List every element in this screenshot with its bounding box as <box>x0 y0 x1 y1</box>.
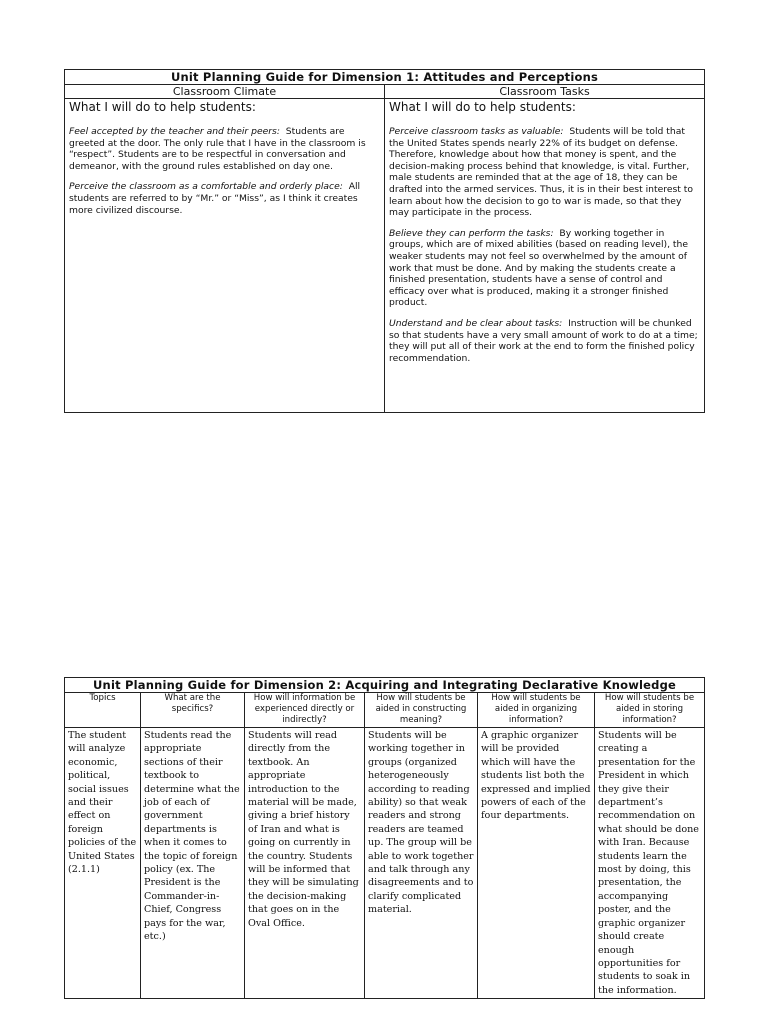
climate-item <box>69 181 380 216</box>
climate-item-label: Perceive the classroom as a comfortable and orderly place: <box>69 181 343 193</box>
climate-item-text: Students are greeted at the door. The only rule that I have in the classroom is “respect”. Students are to be respectful in conversation and demeanor, with the ground rules established on day one. <box>69 126 366 172</box>
classroom-tasks-cell <box>385 99 705 413</box>
organizing-header: How will students be aided in organizing information? <box>478 693 595 728</box>
storing-cell: Students will be creating a presentation for the President in which they give their department’s recommendation on what should be done with Iran. Because students learn the most by doing, this presentation, the accompanying poster, and the graphic organizer should create enough opportunities for students to soak in the information. <box>595 728 705 999</box>
tasks-item-label: Understand and be clear about tasks: <box>389 317 563 329</box>
organizing-cell: A graphic organizer will be provided which will have the students list both the expressed and implied powers of each of the four departments. <box>478 728 595 999</box>
dimension-1-table <box>64 69 705 413</box>
topics-header: Topics <box>65 693 141 728</box>
classroom-tasks-header: Classroom Tasks <box>385 85 705 99</box>
climate-lead: What I will do to help students: <box>69 100 256 114</box>
specifics-header: What are the specifics? <box>141 693 245 728</box>
tasks-item-text: Instruction will be chunked so that students have a very small amount of work to do at a time; they will put all of their work at the end to form the finished policy recommendation. <box>389 317 698 364</box>
topics-cell: The student will analyze economic, political, social issues and their effect on foreign policies of the United States (2.1.1) <box>65 728 141 999</box>
experienced-header: How will information be experienced directly or indirectly? <box>245 693 365 728</box>
tasks-lead: What I will do to help students: <box>389 100 576 114</box>
constructing-header: How will students be aided in constructing meaning? <box>365 693 478 728</box>
dimension-2-table <box>64 677 705 999</box>
tasks-item-text: Students will be told that the United States spends nearly 22% of its budget on defense. Therefore, knowledge about how that money is spent, and the decision-making process behind that knowledge, is vital. Further, male students are reminded that at the age of 18, they can be drafted into the armed services. Thus, it is in their best interest to learn about how the decision to go to war is made, so that they may participate in the process. <box>389 126 694 219</box>
climate-item <box>69 126 380 172</box>
table2-title: Unit Planning Guide for Dimension 2: Acquiring and Integrating Declarative Knowledge <box>65 678 705 693</box>
climate-item-label: Feel accepted by the teacher and their peers: <box>69 126 280 137</box>
tasks-item <box>389 318 700 364</box>
tasks-item <box>389 228 700 309</box>
table1-title: Unit Planning Guide for Dimension 1: Attitudes and Perceptions <box>65 70 705 85</box>
tasks-item <box>389 126 700 219</box>
constructing-cell: Students will be working together in groups (organized heterogeneously according to reading ability) so that weak readers and strong readers are teamed up. The group will be able to work together and talk through any disagreements and to clarify complicated material. <box>365 728 478 999</box>
climate-item-text: All students are referred to by “Mr.” or “Miss”, as I think it creates more civilized discourse. <box>69 181 361 216</box>
specifics-cell: Students read the appropriate sections of their textbook to determine what the job of each of government departments is when it comes to the topic of foreign policy (ex. The President is the Commander-in-Chief, Congress pays for the war, etc.) <box>141 728 245 999</box>
storing-header: How will students be aided in storing information? <box>595 693 705 728</box>
classroom-climate-cell <box>65 99 385 413</box>
tasks-item-label: Perceive classroom tasks as valuable: <box>389 126 564 137</box>
classroom-climate-header: Classroom Climate <box>65 85 385 99</box>
experienced-cell: Students will read directly from the textbook. An appropriate introduction to the material will be made, giving a brief history of Iran and what is going on currently in the country. Students will be informed that they will be simulating the decision-making that goes on in the Oval Office. <box>245 728 365 999</box>
tasks-item-label: Believe they can perform the tasks: <box>389 227 554 239</box>
tasks-item-text: By working together in groups, which are of mixed abilities (based on reading level), the weaker students may not feel so overwhelmed by the amount of work that must be done. And by making the students create a finished presentation, students have a sense of control and efficacy over what is produced, making it a stronger finished product. <box>389 227 689 309</box>
